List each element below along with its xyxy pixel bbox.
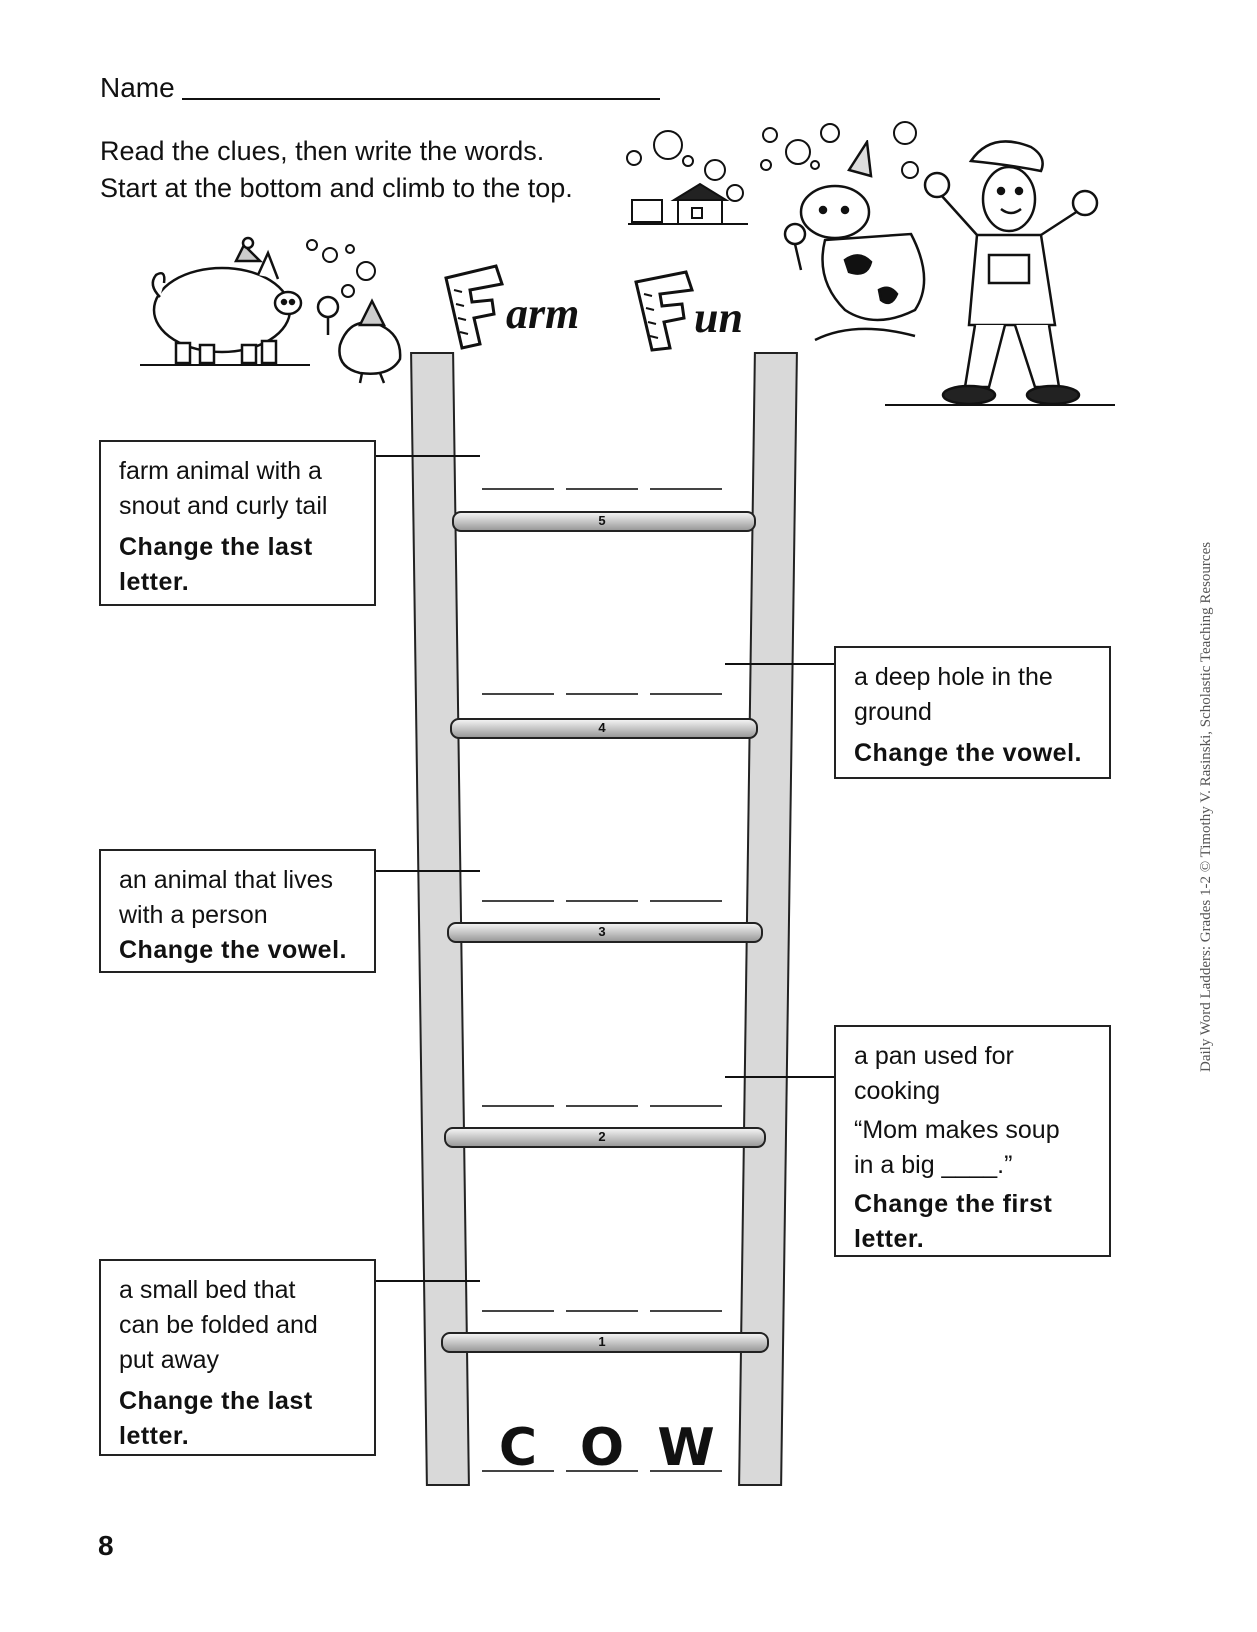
farmhouse-illustration	[628, 180, 748, 230]
clue-action: Change the vowel.	[854, 739, 1082, 767]
answer-blank[interactable]	[566, 1105, 638, 1107]
answer-blank[interactable]	[650, 1105, 722, 1107]
rung-number-2: 2	[598, 1129, 606, 1144]
rung-number-5: 5	[598, 513, 606, 528]
svg-text:un: un	[694, 293, 743, 342]
clue-connector	[725, 663, 835, 665]
clue-box-4	[834, 646, 1111, 779]
clue-text: with a person	[119, 901, 268, 929]
clue-text: a deep hole in the	[854, 663, 1053, 691]
answer-blank[interactable]	[650, 900, 722, 902]
clue-text: in a big ____.”	[854, 1151, 1013, 1179]
answer-blank[interactable]	[650, 693, 722, 695]
name-label: Name	[100, 72, 175, 103]
clue-text: a small bed that	[119, 1276, 296, 1304]
clue-text: ground	[854, 698, 932, 726]
answer-blank[interactable]	[566, 488, 638, 490]
answer-blank[interactable]	[650, 1310, 722, 1312]
clue-text: can be folded and	[119, 1311, 318, 1339]
farmer-illustration	[885, 125, 1115, 415]
clue-action: Change the last	[119, 533, 313, 561]
rung-number-3: 3	[598, 924, 606, 939]
answer-blank[interactable]	[482, 900, 554, 902]
clue-connector	[375, 455, 480, 457]
clue-action: Change the first	[854, 1190, 1053, 1218]
answer-blank[interactable]	[482, 693, 554, 695]
clue-connector	[725, 1076, 835, 1078]
answer-blank[interactable]	[566, 900, 638, 902]
start-letter: O	[579, 1418, 625, 1478]
clue-action: letter.	[119, 1422, 190, 1450]
duck-illustration	[300, 235, 415, 385]
start-letter: C	[498, 1418, 538, 1478]
clue-box-5	[99, 440, 376, 606]
page-number: 8	[98, 1530, 114, 1561]
rung-number-4: 4	[598, 720, 606, 735]
start-letter: W	[657, 1418, 715, 1478]
start-word-underline	[566, 1470, 638, 1472]
pig-illustration	[140, 235, 310, 370]
instruction-line-1: Read the clues, then write the words.	[100, 136, 545, 166]
clue-action: Change the vowel.	[119, 936, 347, 964]
copyright-credit: Daily Word Ladders: Grades 1-2 © Timothy V. Rasinski, Scholastic Teaching Resources	[1198, 541, 1214, 1072]
clue-connector	[375, 1280, 480, 1282]
answer-blank[interactable]	[482, 488, 554, 490]
answer-blank[interactable]	[566, 1310, 638, 1312]
clue-text: farm animal with a	[119, 457, 322, 485]
svg-text:arm: arm	[506, 289, 580, 338]
rung-number-1: 1	[598, 1334, 606, 1349]
start-word-underline	[650, 1470, 722, 1472]
clue-action: letter.	[119, 568, 190, 596]
clue-text: “Mom makes soup	[854, 1116, 1060, 1144]
answer-blank[interactable]	[482, 1105, 554, 1107]
start-word-underline	[482, 1470, 554, 1472]
clue-box-1	[99, 1259, 376, 1456]
answer-blank[interactable]	[566, 693, 638, 695]
clue-action: letter.	[854, 1225, 925, 1253]
clue-action: Change the last	[119, 1387, 313, 1415]
answer-blank[interactable]	[482, 1310, 554, 1312]
clue-box-2	[834, 1025, 1111, 1257]
clue-text: an animal that lives	[119, 866, 334, 894]
title-farm-fun	[440, 260, 800, 355]
clue-text: snout and curly tail	[119, 492, 328, 520]
clue-text: put away	[119, 1346, 220, 1374]
clue-box-3	[99, 849, 376, 973]
clue-text: cooking	[854, 1077, 941, 1105]
instruction-line-2: Start at the bottom and climb to the top.	[100, 173, 573, 203]
clue-text: a pan used for	[854, 1042, 1014, 1070]
answer-blank[interactable]	[650, 488, 722, 490]
clue-connector	[375, 870, 480, 872]
name-input-line[interactable]	[182, 98, 660, 100]
